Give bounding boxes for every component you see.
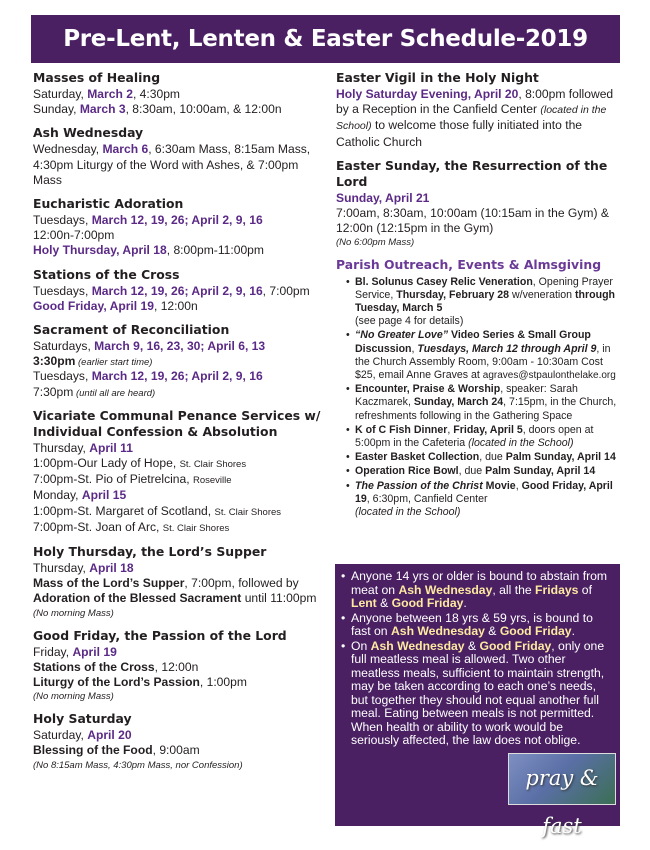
note: (No 8:15am Mass, 4:30pm Mass, nor Confession) — [33, 759, 243, 771]
schedule-line: Sunday, March 3, 8:30am, 10:00am, & 12:00n — [33, 102, 282, 117]
list-item: • The Passion of the Christ Movie, Good Friday, April 19, 6:30pm, Canfield Center (located in the School) — [346, 480, 621, 520]
holy-saturday — [33, 711, 323, 771]
page-title: Pre-Lent, Lenten & Easter Schedule-2019 — [31, 15, 620, 63]
schedule-line: Sunday, April 21 — [336, 190, 430, 205]
eucharistic-adoration — [33, 196, 323, 259]
schedule-line: Blessing of the Food, 9:00am — [33, 743, 200, 758]
outreach-heading: Parish Outreach, Events & Almsgiving — [336, 257, 602, 273]
list-item: • On Ash Wednesday & Good Friday, only one full meatless meal is allowed. Two other meatless meals, sufficient to maintain strength, may be taken according to each one’s needs, but together they should not equal another full meal. Eating between meals is not permitted. When health or ability to work would be seriously affected, the law does not oblige. — [341, 640, 612, 748]
schedule-line: 7:00pm-St. Joan of Arc, St. Clair Shores — [33, 519, 230, 534]
section-heading: Ash Wednesday — [33, 125, 144, 141]
schedule-line: Tuesdays, March 12, 19, 26; April 2, 9, 16, 7:00pm — [33, 283, 310, 298]
pray-and-fast-logo: pray & fast — [508, 753, 616, 805]
schedule-line: 7:00am, 8:30am, 10:00am (10:15am in the Gym) & 12:00n (12:15pm in the Gym) — [336, 206, 609, 236]
schedule-line: Thursday, April 18 — [33, 561, 134, 576]
schedule-line: 3:30pm (earlier start time) — [33, 354, 153, 369]
list-item: • K of C Fish Dinner, Friday, April 5, doors open at 5:00pm in the Cafeteria (located in the School) — [346, 424, 621, 450]
holy-thursday — [33, 544, 323, 620]
easter-sunday — [336, 158, 621, 250]
schedule-line: 12:00n-7:00pm — [33, 228, 115, 243]
outreach-list — [336, 276, 621, 520]
easter-vigil — [336, 70, 621, 150]
masses-of-healing — [33, 70, 323, 117]
schedule-line: 7:00pm-St. Pio of Pietrelcina, Roseville — [33, 472, 232, 487]
section-heading: Good Friday, the Passion of the Lord — [33, 627, 287, 643]
schedule-line: Thursday, April 11 — [33, 440, 133, 455]
schedule-line: 1:00pm-St. Margaret of Scotland, St. Clair Shores — [33, 503, 282, 518]
schedule-line: 1:00pm-Our Lady of Hope, St. Clair Shores — [33, 456, 247, 471]
schedule-line: Tuesdays, March 12, 19, 26; April 2, 9, 16 — [33, 213, 263, 228]
list-item: • Anyone between 18 yrs & 59 yrs, is bound to fast on Ash Wednesday & Good Friday. — [341, 612, 612, 639]
schedule-line: Holy Saturday Evening, April 20, 8:00pm followed by a Reception in the Canfield Center (located in the School) to welcome those fully initiated into the Catholic Church — [336, 87, 614, 149]
schedule-line: Monday, April 15 — [33, 488, 127, 503]
section-heading: Easter Vigil in the Holy Night — [336, 70, 539, 85]
note: (No morning Mass) — [33, 691, 114, 703]
schedule-line: Good Friday, April 19, 12:00n — [33, 298, 198, 313]
left-column — [33, 70, 323, 780]
good-friday — [33, 628, 323, 704]
list-item: • Operation Rice Bowl, due Palm Sunday, April 14 — [346, 465, 621, 478]
section-heading: Sacrament of Reconciliation — [33, 322, 230, 338]
section-heading: Vicariate Communal Penance Services w/ Individual Confession & Absolution — [33, 407, 321, 439]
schedule-line: Holy Thursday, April 18, 8:00pm-11:00pm — [33, 243, 264, 258]
list-item: • Bl. Solunus Casey Relic Veneration, Opening Prayer Service, Thursday, February 28 w/veneration through Tuesday, March 5 (see page 4 for details) — [346, 276, 621, 329]
vicariate-penance — [33, 408, 323, 536]
schedule-line: 7:30pm (until all are heard) — [33, 384, 156, 399]
schedule-line: Saturday, April 20 — [33, 728, 132, 743]
section-heading: Holy Saturday — [33, 711, 132, 727]
schedule-line: Saturday, March 2, 4:30pm — [33, 87, 181, 101]
sacrament-of-reconciliation — [33, 322, 323, 400]
schedule-line: Mass of the Lord’s Supper, 7:00pm, followed by Adoration of the Blessed Sacrament until 11:00pm — [33, 576, 317, 606]
ash-wednesday — [33, 125, 323, 188]
section-heading: Eucharistic Adoration — [33, 196, 184, 212]
schedule-line: Liturgy of the Lord’s Passion, 1:00pm — [33, 675, 247, 690]
list-item: • Encounter, Praise & Worship, speaker: Sarah Kaczmarek, Sunday, March 24, 7:15pm, in the Church, refreshments following in the Gathering Space — [346, 383, 621, 423]
schedule-line: Tuesdays, March 12, 19, 26; April 2, 9, 16 — [33, 369, 263, 384]
section-heading: Masses of Healing — [33, 70, 161, 85]
right-column — [336, 70, 621, 520]
list-item: • Anyone 14 yrs or older is bound to abstain from meat on Ash Wednesday, all the Fridays of Lent & Good Friday. — [341, 570, 612, 611]
schedule-line: Friday, April 19 — [33, 644, 117, 659]
schedule-line: Saturdays, March 9, 16, 23, 30; April 6, 13 — [33, 339, 266, 354]
note: (No 6:00pm Mass) — [336, 237, 415, 249]
list-item: • “No Greater Love” Video Series & Small Group Discussion, Tuesdays, March 12 through April 9, in the Church Assembly Room, 9:00am - 10:30am Cost $25, email Anne Graves at agraves@stpaulonthelake.org — [346, 329, 621, 382]
note: (No morning Mass) — [33, 607, 114, 619]
section-heading: Stations of the Cross — [33, 266, 180, 282]
section-heading: Easter Sunday, the Resurrection of the Lord — [336, 157, 608, 189]
section-heading: Holy Thursday, the Lord’s Supper — [33, 544, 267, 560]
email-link[interactable]: agraves@stpaulonthelake.org — [482, 370, 616, 382]
schedule-line: Wednesday, March 6, 6:30am Mass, 8:15am Mass, 4:30pm Liturgy of the Word with Ashes, & 7:00pm Mass — [33, 142, 311, 187]
stations-of-the-cross — [33, 267, 323, 314]
list-item: • Easter Basket Collection, due Palm Sunday, April 14 — [346, 451, 621, 464]
schedule-line: Stations of the Cross, 12:00n — [33, 659, 199, 674]
